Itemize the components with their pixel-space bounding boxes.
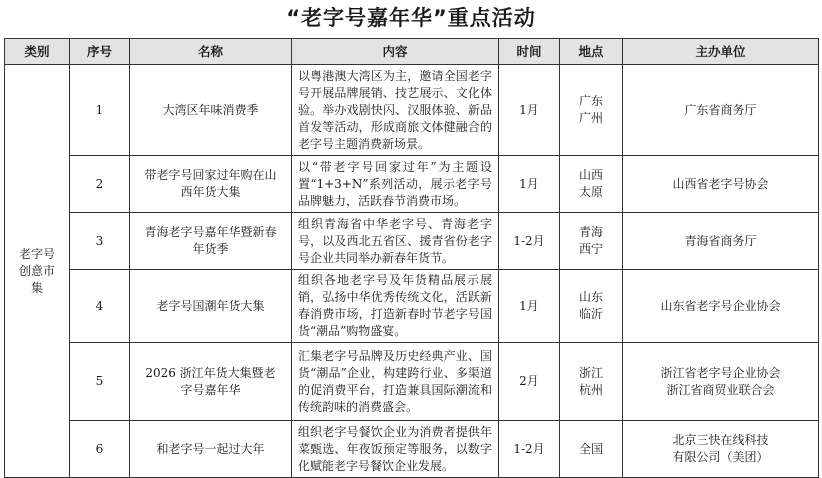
header-organizer: 主办单位: [623, 39, 819, 65]
place-line: 青海: [578, 225, 603, 239]
table-row: [5, 213, 819, 270]
header-category: 类别: [5, 39, 70, 65]
page-title: “老字号嘉年华”重点活动: [286, 6, 536, 30]
organizer-cell: [623, 343, 819, 421]
name-cell: 青海老字号嘉年华暨新春年货季: [130, 213, 292, 270]
category-cell: [5, 65, 70, 478]
content-cell: 组织青海省中华老字号、青海老字号，以及西北五省区、援青省份老字号企业共同举办新春年货节。: [292, 213, 499, 270]
organizer-line: 青海省商务厅: [684, 233, 757, 248]
header-place: 地点: [560, 39, 623, 65]
time-cell: 1-2月: [499, 213, 560, 270]
table-row: [5, 343, 819, 421]
seq-cell: 4: [70, 270, 130, 343]
table-row: [5, 421, 819, 478]
organizer-cell: [623, 65, 819, 156]
place-line: 杭州: [578, 382, 603, 397]
category-line: 老字号: [18, 246, 55, 261]
time-cell: 1-2月: [499, 421, 560, 478]
place-line: 山西: [578, 168, 603, 182]
seq-cell: 2: [70, 156, 130, 213]
header-name: 名称: [130, 39, 292, 65]
name-cell: 大湾区年味消费季: [130, 65, 292, 156]
place-cell: [560, 421, 623, 478]
place-line: 广东: [578, 94, 603, 108]
name-cell: 带老字号回家过年购在山西年货大集: [130, 156, 292, 213]
place-cell: [560, 213, 623, 270]
table-row: [5, 270, 819, 343]
organizer-line: 浙江省商贸业联合会: [666, 382, 775, 397]
header-seq: 序号: [70, 39, 130, 65]
organizer-line: 山东省老字号企业协会: [660, 298, 781, 313]
header-row: [5, 39, 819, 65]
organizer-line: 北京三快在线科技: [672, 433, 769, 447]
organizer-line: 有限公司（美团）: [672, 450, 769, 464]
seq-cell: 3: [70, 213, 130, 270]
place-cell: [560, 270, 623, 343]
seq-cell: 1: [70, 65, 130, 156]
place-cell: [560, 343, 623, 421]
seq-cell: 5: [70, 343, 130, 421]
header-time: 时间: [499, 39, 560, 65]
content-cell: 汇集老字号品牌及历史经典产业、国货“潮品”企业，构建跨行业、多渠道的促消费平台，打造兼具国际潮流和传统韵味的消费盛会。: [292, 343, 499, 421]
organizer-cell: [623, 270, 819, 343]
category-line: 创意市集: [18, 263, 55, 295]
place-line: 全国: [578, 441, 603, 456]
organizer-cell: [623, 213, 819, 270]
content-cell: 组织老字号餐饮企业为消费者提供年菜甄选、年夜饭预定等服务，以数字化赋能老字号餐饮企业发展。: [292, 421, 499, 478]
organizer-line: 广东省商务厅: [684, 102, 757, 117]
place-line: 广州: [578, 111, 603, 125]
place-line: 西宁: [578, 242, 603, 256]
place-cell: [560, 65, 623, 156]
seq-cell: 6: [70, 421, 130, 478]
name-cell: 和老字号一起过大年: [130, 421, 292, 478]
header-content: 内容: [292, 39, 499, 65]
place-line: 太原: [578, 185, 603, 199]
activity-table: [4, 38, 819, 478]
organizer-cell: [623, 156, 819, 213]
name-cell: 2026 浙江年货大集暨老字号嘉年华: [130, 343, 292, 421]
organizer-line: 山西省老字号协会: [672, 176, 769, 191]
place-line: 临沂: [578, 307, 603, 321]
place-line: 浙江: [578, 365, 603, 380]
organizer-line: 浙江省老字号企业协会: [660, 365, 781, 380]
time-cell: 2月: [499, 343, 560, 421]
place-line: 山东: [578, 290, 603, 304]
time-cell: 1月: [499, 65, 560, 156]
content-cell: 以粤港澳大湾区为主，邀请全国老字号开展品牌展销、技艺展示、文化体验。举办戏剧快闪、汉服体验、新品首发等活动，形成商旅文体健融合的老字号主题消费新场景。: [292, 65, 499, 156]
time-cell: 1月: [499, 270, 560, 343]
content-cell: 以“带老字号回家过年”为主题设置“1+3+N”系列活动，展示老字号品牌魅力，活跃春节消费市场。: [292, 156, 499, 213]
place-cell: [560, 156, 623, 213]
time-cell: 1月: [499, 156, 560, 213]
table-row: [5, 156, 819, 213]
organizer-cell: [623, 421, 819, 478]
name-cell: 老字号国潮年货大集: [130, 270, 292, 343]
table-row: [5, 65, 819, 156]
content-cell: 组织各地老字号及年货精品展示展销，弘扬中华优秀传统文化，活跃新春消费市场，打造新春时节老字号国货“潮品”购物盛宴。: [292, 270, 499, 343]
